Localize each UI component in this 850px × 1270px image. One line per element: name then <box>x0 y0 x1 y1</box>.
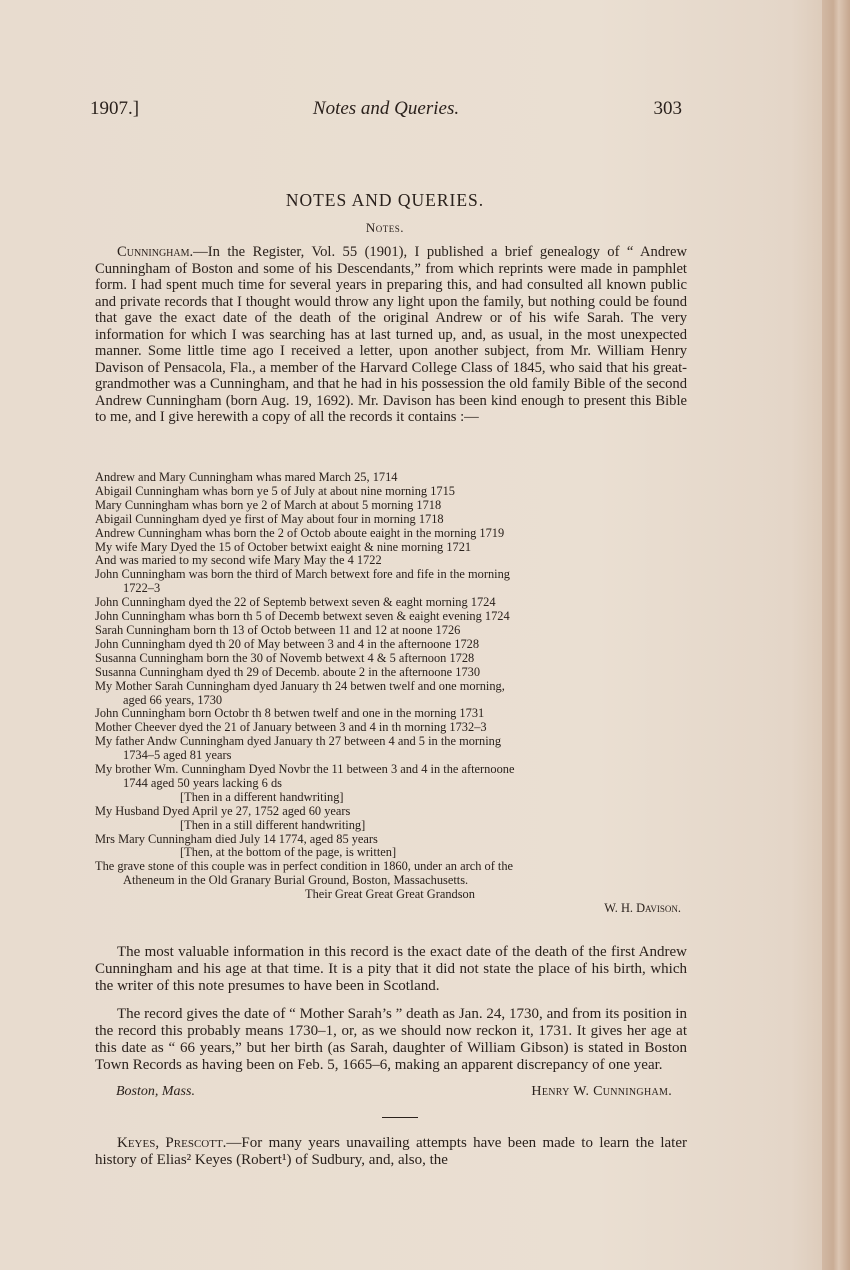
record-text: My Mother Sarah Cunningham dyed January th 24 betwen twelf and one morning, <box>95 678 505 693</box>
page-edge <box>822 0 850 1270</box>
cunningham-signature <box>116 1084 672 1102</box>
record-continuation: Atheneum in the Old Granary Burial Ground, Boston, Massachusetts. <box>123 873 469 888</box>
record-text: John Cunningham whas born th 5 of Decemb betwext seven & eaight evening 1724 <box>95 609 510 624</box>
record-text: My brother Wm. Cunningham Dyed Novbr the 11 between 3 and 4 in the afternoone <box>95 762 515 777</box>
keyes-paragraph <box>95 1135 687 1169</box>
record-line <box>95 666 695 680</box>
keyes-lead: Keyes, Prescott. <box>117 1135 227 1151</box>
record-note <box>95 846 695 860</box>
record-text: Abigail Cunningham whas born ye 5 of July at about nine morning 1715 <box>95 483 455 498</box>
record-text: Andrew and Mary Cunningham whas mared March 25, 1714 <box>95 470 398 484</box>
record-line <box>95 721 695 735</box>
running-head-year: 1907.] <box>90 98 140 119</box>
record-line <box>95 860 695 888</box>
record-text: John Cunningham born Octobr th 8 betwen twelf and one in the morning 1731 <box>95 706 485 721</box>
record-text: Their Great Great Great Grandson <box>305 887 475 902</box>
record-signature <box>95 902 695 916</box>
record-line <box>95 471 695 485</box>
record-text: Sarah Cunningham born th 13 of Octob between 11 and 12 at noone 1726 <box>95 622 461 637</box>
record-line <box>95 513 695 527</box>
record-text: My Husband Dyed April ye 27, 1752 aged 60 years <box>95 803 351 818</box>
record-line <box>95 610 695 624</box>
record-text: [Then in a different handwriting] <box>180 789 344 804</box>
record-line <box>95 527 695 541</box>
record-line <box>95 763 695 791</box>
record-line <box>95 735 695 763</box>
cunningham-paragraph-2: The most valuable information in this record is the exact date of the death of the first Andrew Cunningham and his age at that time. It is a pity that it did not state the place of his birth, which the writer of this note presumes to have been in Scotland. <box>95 944 687 994</box>
record-text: Abigail Cunningham dyed ye first of May about four in morning 1718 <box>95 511 444 526</box>
record-text: Mary Cunningham whas born ye 2 of March at about 5 morning 1718 <box>95 497 442 512</box>
record-line <box>95 833 695 847</box>
section-title: NOTES AND QUERIES. <box>285 190 485 210</box>
record-line <box>95 568 695 596</box>
record-line <box>95 707 695 721</box>
record-text: Susanna Cunningham born the 30 of Novemb betwext 4 & 5 afternoon 1728 <box>95 650 475 665</box>
section-subtitle: Notes. <box>365 220 405 235</box>
record-text: [Then in a still different handwriting] <box>180 817 366 832</box>
page-number: 303 <box>653 98 682 119</box>
record-text: My wife Mary Dyed the 15 of October betwixt eaight & nine morning 1721 <box>95 539 472 554</box>
cunningham-intro-paragraph <box>95 244 687 426</box>
record-text: And was maried to my second wife Mary May the 4 1722 <box>95 553 382 568</box>
record-note <box>95 791 695 805</box>
record-line <box>95 680 695 708</box>
record-text: Mrs Mary Cunningham died July 14 1774, aged 85 years <box>95 831 378 846</box>
record-text: John Cunningham was born the third of March betwext fore and fife in the morning <box>95 567 510 582</box>
record-text: Andrew Cunningham whas born the 2 of Octob aboute eaight in the morning 1719 <box>95 525 505 540</box>
cunningham-intro-text: —In the Register, Vol. 55 (1901), I published a brief genealogy of “ Andrew Cunningham of Boston and some of his Descendants,” from which reprints were made in pamphlet form. I had spent much time for several years in preparing this, and had consulted all known public and private records that I thought would throw any light upon the family, but nothing could be found that gave the exact date of the death of the original Andrew or of his wife Sarah. The very information for which I was searching has at last turned up, and, as usual, in the most unexpected manner. Some little time ago I received a letter, upon another subject, from Mr. William Henry Davison of Pensacola, Fla., a member of the Harvard College Class of 1845, who said that his great-grandmother was a Cunningham, and that he had in his possession the old family Bible of the second Andrew Cunningham (born Aug. 19, 1692). Mr. Davison has been kind enough to present this Bible to me, and I give herewith a copy of all the records it contains :— <box>95 244 687 425</box>
section-divider <box>382 1117 418 1118</box>
keyes-text: —For many years unavailing attempts have been made to learn the later history of Elias² Keyes (Robert¹) of Sudbury, and, also, the <box>95 1135 687 1168</box>
record-continuation: 1722–3 <box>123 581 161 596</box>
record-line <box>95 499 695 513</box>
bible-records <box>95 471 695 916</box>
record-text: [Then, at the bottom of the page, is written] <box>180 845 397 860</box>
record-line <box>95 652 695 666</box>
record-line <box>95 541 695 555</box>
running-head <box>90 98 682 122</box>
record-line <box>95 485 695 499</box>
record-line <box>95 805 695 819</box>
record-text: Mother Cheever dyed the 21 of January between 3 and 4 in th morning 1732–3 <box>95 720 487 735</box>
cunningham-paragraph-3: The record gives the date of “ Mother Sarah’s ” death as Jan. 24, 1730, and from its position in the record this probably means 1730–1, or, as we should now reckon it, 1731. It gives her age at this date as “ 66 years,” but her birth (as Sarah, daughter of William Gibson) is stated in Boston Town Records as having been on Feb. 5, 1665–6, making an apparent discrepancy of one year. <box>95 1006 687 1073</box>
record-line <box>95 554 695 568</box>
record-text: John Cunningham dyed th 20 of May between 3 and 4 in the afternoone 1728 <box>95 636 480 651</box>
record-line <box>95 596 695 610</box>
record-continuation: 1734–5 aged 81 years <box>123 748 232 763</box>
record-text: John Cunningham dyed the 22 of Septemb betwext seven & eaght morning 1724 <box>95 595 496 610</box>
record-continuation: 1744 aged 50 years lacking 6 ds <box>123 775 282 790</box>
record-line <box>95 624 695 638</box>
record-note <box>95 819 695 833</box>
record-text: W. H. Davison. <box>604 901 681 916</box>
record-line <box>95 888 695 902</box>
record-text: The grave stone of this couple was in perfect condition in 1860, under an arch of the <box>95 859 514 874</box>
record-text: Susanna Cunningham dyed th 29 of Decemb. aboute 2 in the afternoone 1730 <box>95 664 481 679</box>
running-head-section: Notes and Queries. <box>312 98 460 119</box>
signature-author: Henry W. Cunningham. <box>531 1084 672 1099</box>
cunningham-lead: Cunningham. <box>117 244 194 260</box>
signature-place: Boston, Mass. <box>116 1084 195 1099</box>
record-line <box>95 638 695 652</box>
record-text: My father Andw Cunningham dyed January th 27 between 4 and 5 in the morning <box>95 734 502 749</box>
record-continuation: aged 66 years, 1730 <box>123 692 223 707</box>
